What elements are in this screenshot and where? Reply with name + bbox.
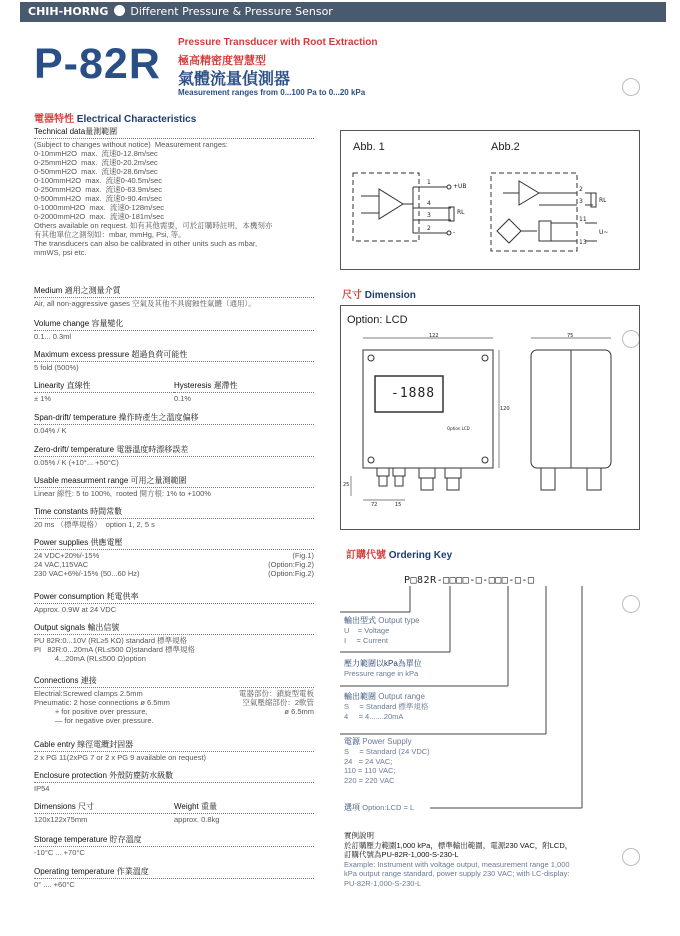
- t1-terminal-2: 2: [427, 225, 431, 232]
- order-option: 選項 Option:LCD = L: [344, 803, 415, 812]
- spec-connections: Connections 連接 Electrial:Screwed clamps 2.5mm 電器部份：鎖旋型電板 Pneumatic: 2 hose connections ø 6.5mm 空氣壓縮部份：2軟管 + for positive over pressure, ø 6.5mm — for negative over pressure.: [34, 676, 314, 725]
- enclosure-drawing: [341, 306, 641, 531]
- dimension-drawing: [340, 305, 640, 530]
- t1-terminal-1: 1: [427, 179, 431, 186]
- title-zh-1: 極高精密度智慧型: [178, 54, 266, 67]
- spec-weight: Weight 重量 approx. 0.8kg: [174, 801, 314, 824]
- dim-fitting-height: 25: [343, 482, 350, 488]
- spec-max-pressure: Maximum excess pressure 超過負荷可能性 5 fold (500%): [34, 349, 314, 372]
- spec-time-constants: Time constants 時間常數 20 ms （標準規格） option 1, 2, 5 s: [34, 506, 314, 529]
- dim-fitting-gap: 15: [395, 502, 402, 508]
- bullet-icon: [114, 5, 125, 16]
- ordering-code: P□82R-□□□□-□-□□□-□-□: [404, 575, 535, 586]
- spec-technical-data: Technical data量測範圍 (Subject to changes without notice) Measurement ranges: 0-10mmH2O max. 流速0-12.8m/sec 0-25mmH2O max. 流速0-20.2m/sec 0-50mmH2O max. 流速0-28.6m/sec 0-100mmH2O max. 流速0-40.5m/sec 0-250mmH2O max. 流速0-63.9m/sec 0-500mmH2O max. 流速0-90.4m/sec 0-1000mmH2O max. 流速0-128m/sec 0-2000mmH2O max. 流速0-181m/sec Others available on request. 如有其他需要，可於訂購時註明，本機刻亦 有其他單位之測刻如：mbar, mmHg, Psi, 等。 The transducers can also be calibrated in other units such as mbar, mmWS, psi etc.: [34, 126, 314, 257]
- header-bar: [20, 2, 666, 22]
- abb2-label: Abb.2: [491, 141, 520, 153]
- lcd-display: -1888: [391, 386, 436, 401]
- t1-label-minus: -: [453, 229, 456, 236]
- brand: CHIH-HORNG: [28, 5, 109, 18]
- spec-volume-change: Volume change 容量變化 0.1... 0.3ml: [34, 318, 314, 341]
- wiring-schematic: [341, 131, 641, 271]
- dim-depth: 75: [567, 333, 574, 339]
- spec-cable-entry: Cable entry 線徑電纜封固器 2 x PG 11(2xPG 7 or 2 x PG 9 available on request): [34, 739, 314, 762]
- spec-power-consumption: Power consumption 耗電供率 Approx. 0.9W at 24 VDC: [34, 591, 314, 614]
- dim-height: 120: [500, 406, 510, 412]
- order-power-supply: 電源 Power Supply S = Standard (24 VDC) 24 = 24 VAC; 110 = 110 VAC; 220 = 220 VAC: [344, 737, 430, 785]
- spec-hysteresis: Hysteresis 遲滯性 0.1%: [174, 380, 314, 403]
- dim-width: 122: [429, 333, 439, 339]
- measurement-range: Measurement ranges from 0...100 Pa to 0...20 kPa: [178, 88, 366, 97]
- electrical-heading: 電器特性 Electrical Characteristics: [34, 114, 197, 125]
- t1-label-rl: RL: [457, 209, 465, 216]
- title-en: Pressure Transducer with Root Extraction: [178, 37, 378, 48]
- t1-label-ub: +UB: [453, 183, 467, 190]
- t1-terminal-3: 3: [427, 212, 431, 219]
- spec-usable-range: Usable measurment range 可用之量測範圍 Linear 線性: 5 to 100%, rooted 開方根: 1% to +100%: [34, 475, 314, 498]
- lcd-caption: Option LCD: [447, 426, 470, 431]
- t2-terminal-11: 11: [579, 216, 587, 223]
- spec-medium: Medium 適用之測量介質 Air, all non-aggressive gases 空氣及其他不具腐蝕性氣體（通用）。: [34, 285, 314, 308]
- t2-terminal-13: 13: [579, 239, 587, 246]
- dimension-heading: 尺寸 Dimension: [342, 290, 416, 301]
- ordering-example: 實例說明 於訂購壓力範圍1,000 kPa，標準輸出範圍，電源230 VAC，附LCD， 訂購代號為PU-82R-1,000-S-230-L Example: Instrument with voltage output, measurement range 1,000 kPa output range standard, power supply 230 VAC; with LC-display: PU-82R-1,000-S-230-L: [344, 831, 573, 888]
- abb1-label: Abb. 1: [353, 141, 385, 153]
- spec-operating-temp: Operating temperature 作業溫度 0° .... +60°C: [34, 866, 314, 889]
- dim-fitting-span: 72: [371, 502, 378, 508]
- t2-label-u: U~: [599, 229, 609, 236]
- spec-storage-temp: Storage temperature 貯存溫度 -10°C ... +70°C: [34, 834, 314, 857]
- t1-terminal-4: 4: [427, 200, 431, 207]
- t2-label-rl: RL: [599, 197, 607, 204]
- ordering-heading: 訂購代號 Ordering Key: [346, 550, 453, 561]
- spec-dimensions: Dimensions 尺寸 120x122x75mm: [34, 801, 174, 824]
- spec-power-supplies: Power supplies 供應電壓 24 VDC+20%/-15% (Fig.1) 24 VAC,115VAC (Option:Fig.2) 230 VAC+6%/-15% (50...60 Hz) (Option:Fig.2): [34, 538, 314, 578]
- option-lcd-label: Option: LCD: [347, 314, 408, 326]
- t2-terminal-2: 2: [579, 186, 583, 193]
- t2-terminal-3: 3: [579, 198, 583, 205]
- wiring-diagrams: [340, 130, 640, 270]
- binder-hole-icon: [622, 78, 640, 96]
- spec-enclosure: Enclosure protection 外殼防塵防水級數 IP54: [34, 770, 314, 793]
- header-subtitle: Different Pressure & Pressure Sensor: [130, 5, 333, 18]
- spec-linearity: Linearity 直線性 ± 1%: [34, 380, 174, 403]
- spec-linearity-hysteresis: [34, 380, 314, 403]
- model-number: P-82R: [34, 40, 161, 88]
- order-output-type: 輸出型式 Output type U = Voltage I = Current: [344, 616, 420, 645]
- spec-zero-drift: Zero-drift/ temperature 電器溫度時漂移誤差 0.05% / K (+10°... +50°C): [34, 444, 314, 467]
- order-pressure-range: 壓力範圍以kPa為單位 Pressure range in kPa: [344, 659, 422, 678]
- order-output-range: 輸出範圍 Output range S = Standard 標準規格 4 = 4.......20mA: [344, 692, 429, 721]
- spec-span-drift: Span-drift/ temperature 操作時產生之溫度偏移 0.04% / K: [34, 412, 314, 435]
- spec-output-signals: Output signals 輸出信號 PU 82R:0...10V (RL≥5 KΩ) standard 標準規格 PI 82R:0...20mA (RL≤500 Ω)standard 標準規格 4...20mA (RL≤500 Ω)option: [34, 622, 314, 663]
- title-zh-2: 氣體流量偵測器: [178, 69, 291, 88]
- spec-dims-weight: [34, 801, 314, 824]
